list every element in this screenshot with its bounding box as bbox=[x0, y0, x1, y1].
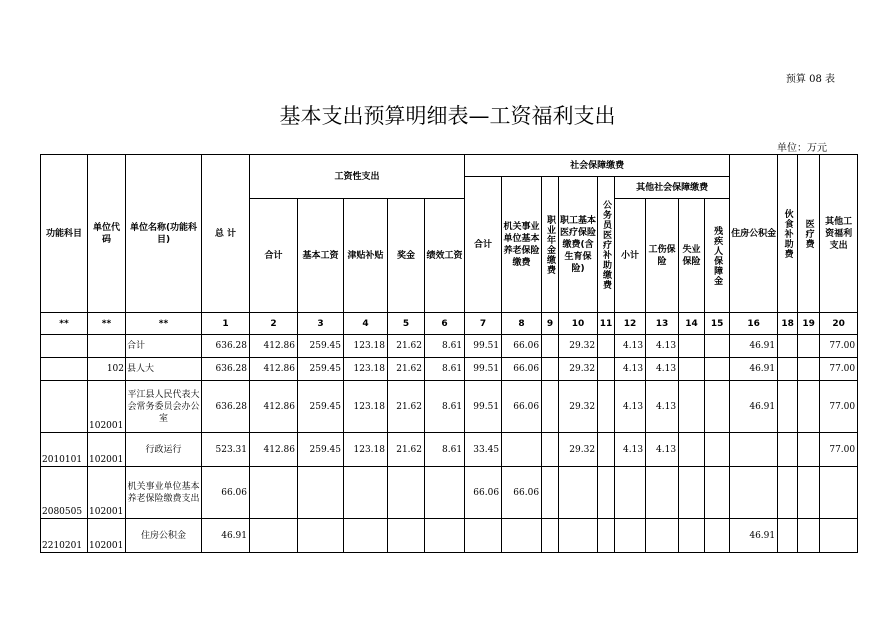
value-cell-c15 bbox=[705, 358, 730, 381]
value-cell-c4: 123.18 bbox=[344, 358, 388, 381]
func-subject-cell: 2010101 bbox=[41, 433, 88, 467]
value-cell-c20: 77.00 bbox=[820, 433, 858, 467]
value-cell-c9 bbox=[542, 433, 559, 467]
value-cell-c8: 66.06 bbox=[502, 335, 542, 358]
value-cell-c6: 8.61 bbox=[425, 381, 465, 433]
budget-table bbox=[40, 154, 858, 553]
header-unit-name: 单位名称(功能科目) bbox=[126, 155, 202, 313]
value-cell-c15 bbox=[705, 467, 730, 519]
table-row bbox=[41, 467, 858, 519]
value-cell-c10: 29.32 bbox=[559, 433, 598, 467]
value-cell-c13: 4.13 bbox=[646, 433, 679, 467]
value-cell-c15 bbox=[705, 335, 730, 358]
value-cell-c2: 412.86 bbox=[250, 381, 298, 433]
value-cell-c13 bbox=[646, 519, 679, 553]
index-cell: 20 bbox=[820, 313, 858, 335]
value-cell-c1: 636.28 bbox=[202, 335, 250, 358]
header-housing: 住房公积金 bbox=[730, 155, 778, 313]
value-cell-c12: 4.13 bbox=[615, 335, 646, 358]
value-cell-c2: 412.86 bbox=[250, 433, 298, 467]
table-row bbox=[41, 335, 858, 358]
index-cell: 8 bbox=[502, 313, 542, 335]
value-cell-c7: 99.51 bbox=[465, 335, 502, 358]
header-other-group: 其他社会保障缴费 bbox=[615, 177, 730, 199]
value-cell-c9 bbox=[542, 358, 559, 381]
func-subject-cell bbox=[41, 381, 88, 433]
value-cell-c8: 66.06 bbox=[502, 467, 542, 519]
value-cell-c20 bbox=[820, 519, 858, 553]
index-cell: ** bbox=[126, 313, 202, 335]
header-func-subject: 功能科目 bbox=[41, 155, 88, 313]
value-cell-c4: 123.18 bbox=[344, 335, 388, 358]
value-cell-c14 bbox=[679, 381, 705, 433]
value-cell-c3: 259.45 bbox=[298, 358, 344, 381]
value-cell-c7: 99.51 bbox=[465, 358, 502, 381]
unit-code-cell: 102 bbox=[88, 358, 126, 381]
header-meal: 伙食补助费 bbox=[778, 155, 798, 313]
unit-code-cell: 102001 bbox=[88, 467, 126, 519]
value-cell-c12 bbox=[615, 467, 646, 519]
func-subject-cell: 2080505 bbox=[41, 467, 88, 519]
index-cell: ** bbox=[41, 313, 88, 335]
value-cell-c11 bbox=[598, 358, 615, 381]
value-cell-c18 bbox=[778, 381, 798, 433]
value-cell-c20 bbox=[820, 467, 858, 519]
value-cell-c14 bbox=[679, 433, 705, 467]
value-cell-c1: 523.31 bbox=[202, 433, 250, 467]
index-cell: 7 bbox=[465, 313, 502, 335]
index-cell: 5 bbox=[388, 313, 425, 335]
header-medical: 职工基本医疗保险缴费(含生育保险) bbox=[559, 177, 598, 313]
value-cell-c10 bbox=[559, 467, 598, 519]
value-cell-c15 bbox=[705, 519, 730, 553]
value-cell-c19 bbox=[798, 519, 820, 553]
value-cell-c12: 4.13 bbox=[615, 358, 646, 381]
unit-code-cell: 102001 bbox=[88, 433, 126, 467]
value-cell-c16: 46.91 bbox=[730, 358, 778, 381]
value-cell-c18 bbox=[778, 358, 798, 381]
value-cell-c1: 46.91 bbox=[202, 519, 250, 553]
value-cell-c4 bbox=[344, 519, 388, 553]
value-cell-c7: 99.51 bbox=[465, 381, 502, 433]
value-cell-c10: 29.32 bbox=[559, 335, 598, 358]
index-cell: 10 bbox=[559, 313, 598, 335]
index-row bbox=[41, 313, 858, 335]
index-cell: 16 bbox=[730, 313, 778, 335]
value-cell-c16: 46.91 bbox=[730, 381, 778, 433]
index-cell: ** bbox=[88, 313, 126, 335]
value-cell-c2: 412.86 bbox=[250, 358, 298, 381]
value-cell-c13: 4.13 bbox=[646, 358, 679, 381]
value-cell-c9 bbox=[542, 335, 559, 358]
value-cell-c20: 77.00 bbox=[820, 358, 858, 381]
value-cell-c6: 8.61 bbox=[425, 433, 465, 467]
index-cell: 4 bbox=[344, 313, 388, 335]
value-cell-c10: 29.32 bbox=[559, 381, 598, 433]
index-cell: 12 bbox=[615, 313, 646, 335]
value-cell-c14 bbox=[679, 467, 705, 519]
value-cell-c3: 259.45 bbox=[298, 335, 344, 358]
value-cell-c2 bbox=[250, 467, 298, 519]
header-total: 总 计 bbox=[202, 155, 250, 313]
value-cell-c5: 21.62 bbox=[388, 358, 425, 381]
header-pension: 机关事业单位基本养老保险缴费 bbox=[502, 177, 542, 313]
value-cell-c4: 123.18 bbox=[344, 381, 388, 433]
table-row bbox=[41, 519, 858, 553]
value-cell-c14 bbox=[679, 358, 705, 381]
value-cell-c18 bbox=[778, 467, 798, 519]
value-cell-c8: 66.06 bbox=[502, 358, 542, 381]
header-social-group: 社会保障缴费 bbox=[465, 155, 730, 177]
value-cell-c11 bbox=[598, 335, 615, 358]
header-wage-group: 工资性支出 bbox=[250, 155, 465, 199]
value-cell-c16: 46.91 bbox=[730, 335, 778, 358]
value-cell-c2 bbox=[250, 519, 298, 553]
value-cell-c6 bbox=[425, 519, 465, 553]
header-other-sum: 小计 bbox=[615, 199, 646, 313]
value-cell-c16: 46.91 bbox=[730, 519, 778, 553]
value-cell-c5 bbox=[388, 467, 425, 519]
index-cell: 15 bbox=[705, 313, 730, 335]
func-subject-cell: 2210201 bbox=[41, 519, 88, 553]
index-cell: 18 bbox=[778, 313, 798, 335]
value-cell-c9 bbox=[542, 467, 559, 519]
value-cell-c12: 4.13 bbox=[615, 433, 646, 467]
index-cell: 14 bbox=[679, 313, 705, 335]
value-cell-c18 bbox=[778, 519, 798, 553]
value-cell-c9 bbox=[542, 519, 559, 553]
value-cell-c3 bbox=[298, 467, 344, 519]
unit-name-cell: 平江县人民代表大会常务委员会办公室 bbox=[126, 381, 202, 433]
unit-name-cell: 住房公积金 bbox=[126, 519, 202, 553]
index-cell: 1 bbox=[202, 313, 250, 335]
value-cell-c6 bbox=[425, 467, 465, 519]
func-subject-cell bbox=[41, 335, 88, 358]
value-cell-c13: 4.13 bbox=[646, 335, 679, 358]
index-cell: 13 bbox=[646, 313, 679, 335]
value-cell-c15 bbox=[705, 433, 730, 467]
value-cell-c6: 8.61 bbox=[425, 335, 465, 358]
value-cell-c19 bbox=[798, 358, 820, 381]
value-cell-c11 bbox=[598, 433, 615, 467]
value-cell-c4 bbox=[344, 467, 388, 519]
value-cell-c8 bbox=[502, 519, 542, 553]
value-cell-c5: 21.62 bbox=[388, 381, 425, 433]
value-cell-c12: 4.13 bbox=[615, 381, 646, 433]
value-cell-c3: 259.45 bbox=[298, 381, 344, 433]
form-number: 预算 08 表 bbox=[785, 74, 835, 85]
index-cell: 6 bbox=[425, 313, 465, 335]
value-cell-c14 bbox=[679, 335, 705, 358]
header-unit-code: 单位代码 bbox=[88, 155, 126, 313]
value-cell-c7: 66.06 bbox=[465, 467, 502, 519]
value-cell-c18 bbox=[778, 433, 798, 467]
header-wage-sum: 合计 bbox=[250, 199, 298, 313]
unit-name-cell: 机关事业单位基本养老保险缴费支出 bbox=[126, 467, 202, 519]
header-civil-medical: 公务员医疗补助缴费 bbox=[598, 177, 615, 313]
value-cell-c20: 77.00 bbox=[820, 381, 858, 433]
value-cell-c8: 66.06 bbox=[502, 381, 542, 433]
unit-name-cell: 县人大 bbox=[126, 358, 202, 381]
index-cell: 9 bbox=[542, 313, 559, 335]
header-unemployment: 失业保险 bbox=[679, 199, 705, 313]
header-injury: 工伤保险 bbox=[646, 199, 679, 313]
header-perf-wage: 绩效工资 bbox=[425, 199, 465, 313]
unit-label: 单位：万元 bbox=[777, 143, 827, 154]
value-cell-c19 bbox=[798, 381, 820, 433]
header-social-sum: 合计 bbox=[465, 177, 502, 313]
index-cell: 2 bbox=[250, 313, 298, 335]
header-disability: 残疾人保障金 bbox=[705, 199, 730, 313]
value-cell-c10 bbox=[559, 519, 598, 553]
header-allowance: 津贴补贴 bbox=[344, 199, 388, 313]
unit-name-cell: 行政运行 bbox=[126, 433, 202, 467]
value-cell-c1: 636.28 bbox=[202, 358, 250, 381]
value-cell-c12 bbox=[615, 519, 646, 553]
unit-name-cell: 合计 bbox=[126, 335, 202, 358]
value-cell-c8 bbox=[502, 433, 542, 467]
table-row bbox=[41, 433, 858, 467]
unit-code-cell bbox=[88, 335, 126, 358]
value-cell-c11 bbox=[598, 467, 615, 519]
value-cell-c4: 123.18 bbox=[344, 433, 388, 467]
value-cell-c7: 33.45 bbox=[465, 433, 502, 467]
value-cell-c16 bbox=[730, 467, 778, 519]
index-cell: 11 bbox=[598, 313, 615, 335]
header-bonus: 奖金 bbox=[388, 199, 425, 313]
index-cell: 3 bbox=[298, 313, 344, 335]
value-cell-c13: 4.13 bbox=[646, 381, 679, 433]
value-cell-c9 bbox=[542, 381, 559, 433]
value-cell-c7 bbox=[465, 519, 502, 553]
value-cell-c6: 8.61 bbox=[425, 358, 465, 381]
header-other-wage: 其他工资福利支出 bbox=[820, 155, 858, 313]
value-cell-c5: 21.62 bbox=[388, 335, 425, 358]
value-cell-c10: 29.32 bbox=[559, 358, 598, 381]
value-cell-c3: 259.45 bbox=[298, 433, 344, 467]
page-title: 基本支出预算明细表—工资福利支出 bbox=[279, 104, 616, 128]
unit-code-cell: 102001 bbox=[88, 381, 126, 433]
func-subject-cell bbox=[41, 358, 88, 381]
value-cell-c20: 77.00 bbox=[820, 335, 858, 358]
table-row bbox=[41, 358, 858, 381]
value-cell-c11 bbox=[598, 519, 615, 553]
value-cell-c3 bbox=[298, 519, 344, 553]
value-cell-c5: 21.62 bbox=[388, 433, 425, 467]
header-annuity: 职业年金缴费 bbox=[542, 177, 559, 313]
header-medical-fee: 医疗费 bbox=[798, 155, 820, 313]
value-cell-c16 bbox=[730, 433, 778, 467]
value-cell-c1: 66.06 bbox=[202, 467, 250, 519]
unit-code-cell: 102001 bbox=[88, 519, 126, 553]
value-cell-c1: 636.28 bbox=[202, 381, 250, 433]
index-cell: 19 bbox=[798, 313, 820, 335]
value-cell-c19 bbox=[798, 467, 820, 519]
value-cell-c5 bbox=[388, 519, 425, 553]
table-row bbox=[41, 381, 858, 433]
value-cell-c13 bbox=[646, 467, 679, 519]
value-cell-c11 bbox=[598, 381, 615, 433]
value-cell-c14 bbox=[679, 519, 705, 553]
value-cell-c2: 412.86 bbox=[250, 335, 298, 358]
value-cell-c15 bbox=[705, 381, 730, 433]
header-basic-wage: 基本工资 bbox=[298, 199, 344, 313]
value-cell-c19 bbox=[798, 433, 820, 467]
value-cell-c18 bbox=[778, 335, 798, 358]
value-cell-c19 bbox=[798, 335, 820, 358]
